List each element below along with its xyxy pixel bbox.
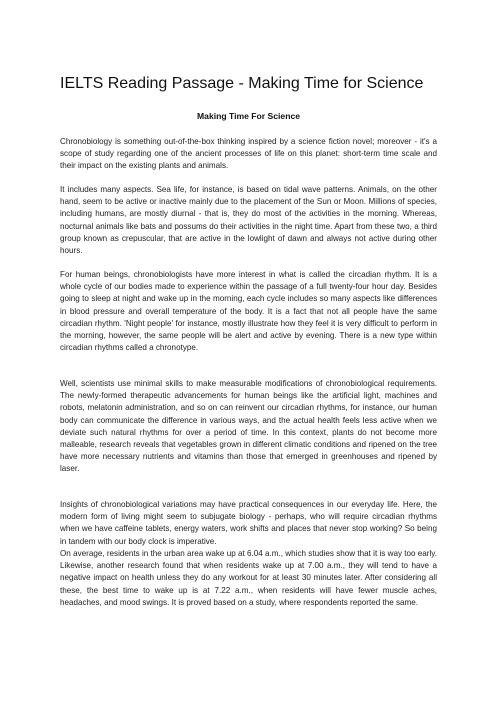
paragraph: Well, scientists use minimal skills to make measurable modifications of chronobiological requirements. The newly-formed therapeutic advancements for human beings like the artificial light, machines and robots, melatonin administration, and so on can reinvent our circadian rhythms, for instance, our human body can communicate the difference in various ways, and the actual health feels less active when we deviate such natural rhythms for over a period of time. In this context, plants do not become more malleable, research reveals that vegetables grown in different climatic conditions and ripened on the tree have more necessary nutrients and vitamins than those that emerged in greenhouses and ripened by laser.	[60, 379, 437, 474]
paragraph: Chronobiology is something out-of-the-box thinking inspired by a science fiction novel; moreover - it's a scope of study regarding one of the ancient processes of life on this planet: short-term time scale and their impact on the existing plants and animals.	[60, 137, 437, 171]
passage-heading: Making Time For Science	[197, 111, 300, 121]
paragraph: Insights of chronobiological variations may have practical consequences in our everyday life. Here, the modern form of living might seem to subjugate biology - perhaps, who will require circadian rhythms when we have caffeine tablets, energy waters, work shifts and places that never stop working? So being in tandem with our body clock is imperative.	[60, 500, 437, 546]
paragraph: On average, residents in the urban area wake up at 6.04 a.m., which studies show that it is way too early. Likewise, another research found that when residents wake up at 7.00 a.m., they will tend to have a negative impact on health unless they do any workout for at least 30 minutes later. After considering all these, the best time to wake up is at 7.22 a.m., when residents will have fewer muscle aches, headaches, and mood swings. It is proved based on a study, where respondents reported the same.	[60, 549, 437, 607]
paragraph: For human beings, chronobiologists have more interest in what is called the circadian rhythm. It is a whole cycle of our bodies made to experience within the passage of a full twenty-four hour day. Besides going to sleep at night and wake up in the morning, each cycle includes so many aspects like differences in blood pressure and overall temperature of the body. It is a fact that not all people have the same circadian rhythm. 'Night people' for instance, mostly illustrate how they feel it is very difficult to perform in the morning, however, the same people will be alert and active by evening. There is a new type within circadian rhythms called a chronotype.	[60, 270, 437, 353]
paragraph: It includes many aspects. Sea life, for instance, is based on tidal wave patterns. Animals, on the other hand, seem to be active or inactive mainly due to the placement of the Sun or Moon. Millions of species, including humans, are mostly diurnal - that is, they do most of the activities in the morning. Whereas, nocturnal animals like bats and possums do their activities in the night time. Apart from these two, a third group known as crepuscular, that are active in the lowlight of dawn and always not active during other hours.	[60, 185, 437, 256]
document-title: IELTS Reading Passage - Making Time for Science	[60, 75, 424, 92]
